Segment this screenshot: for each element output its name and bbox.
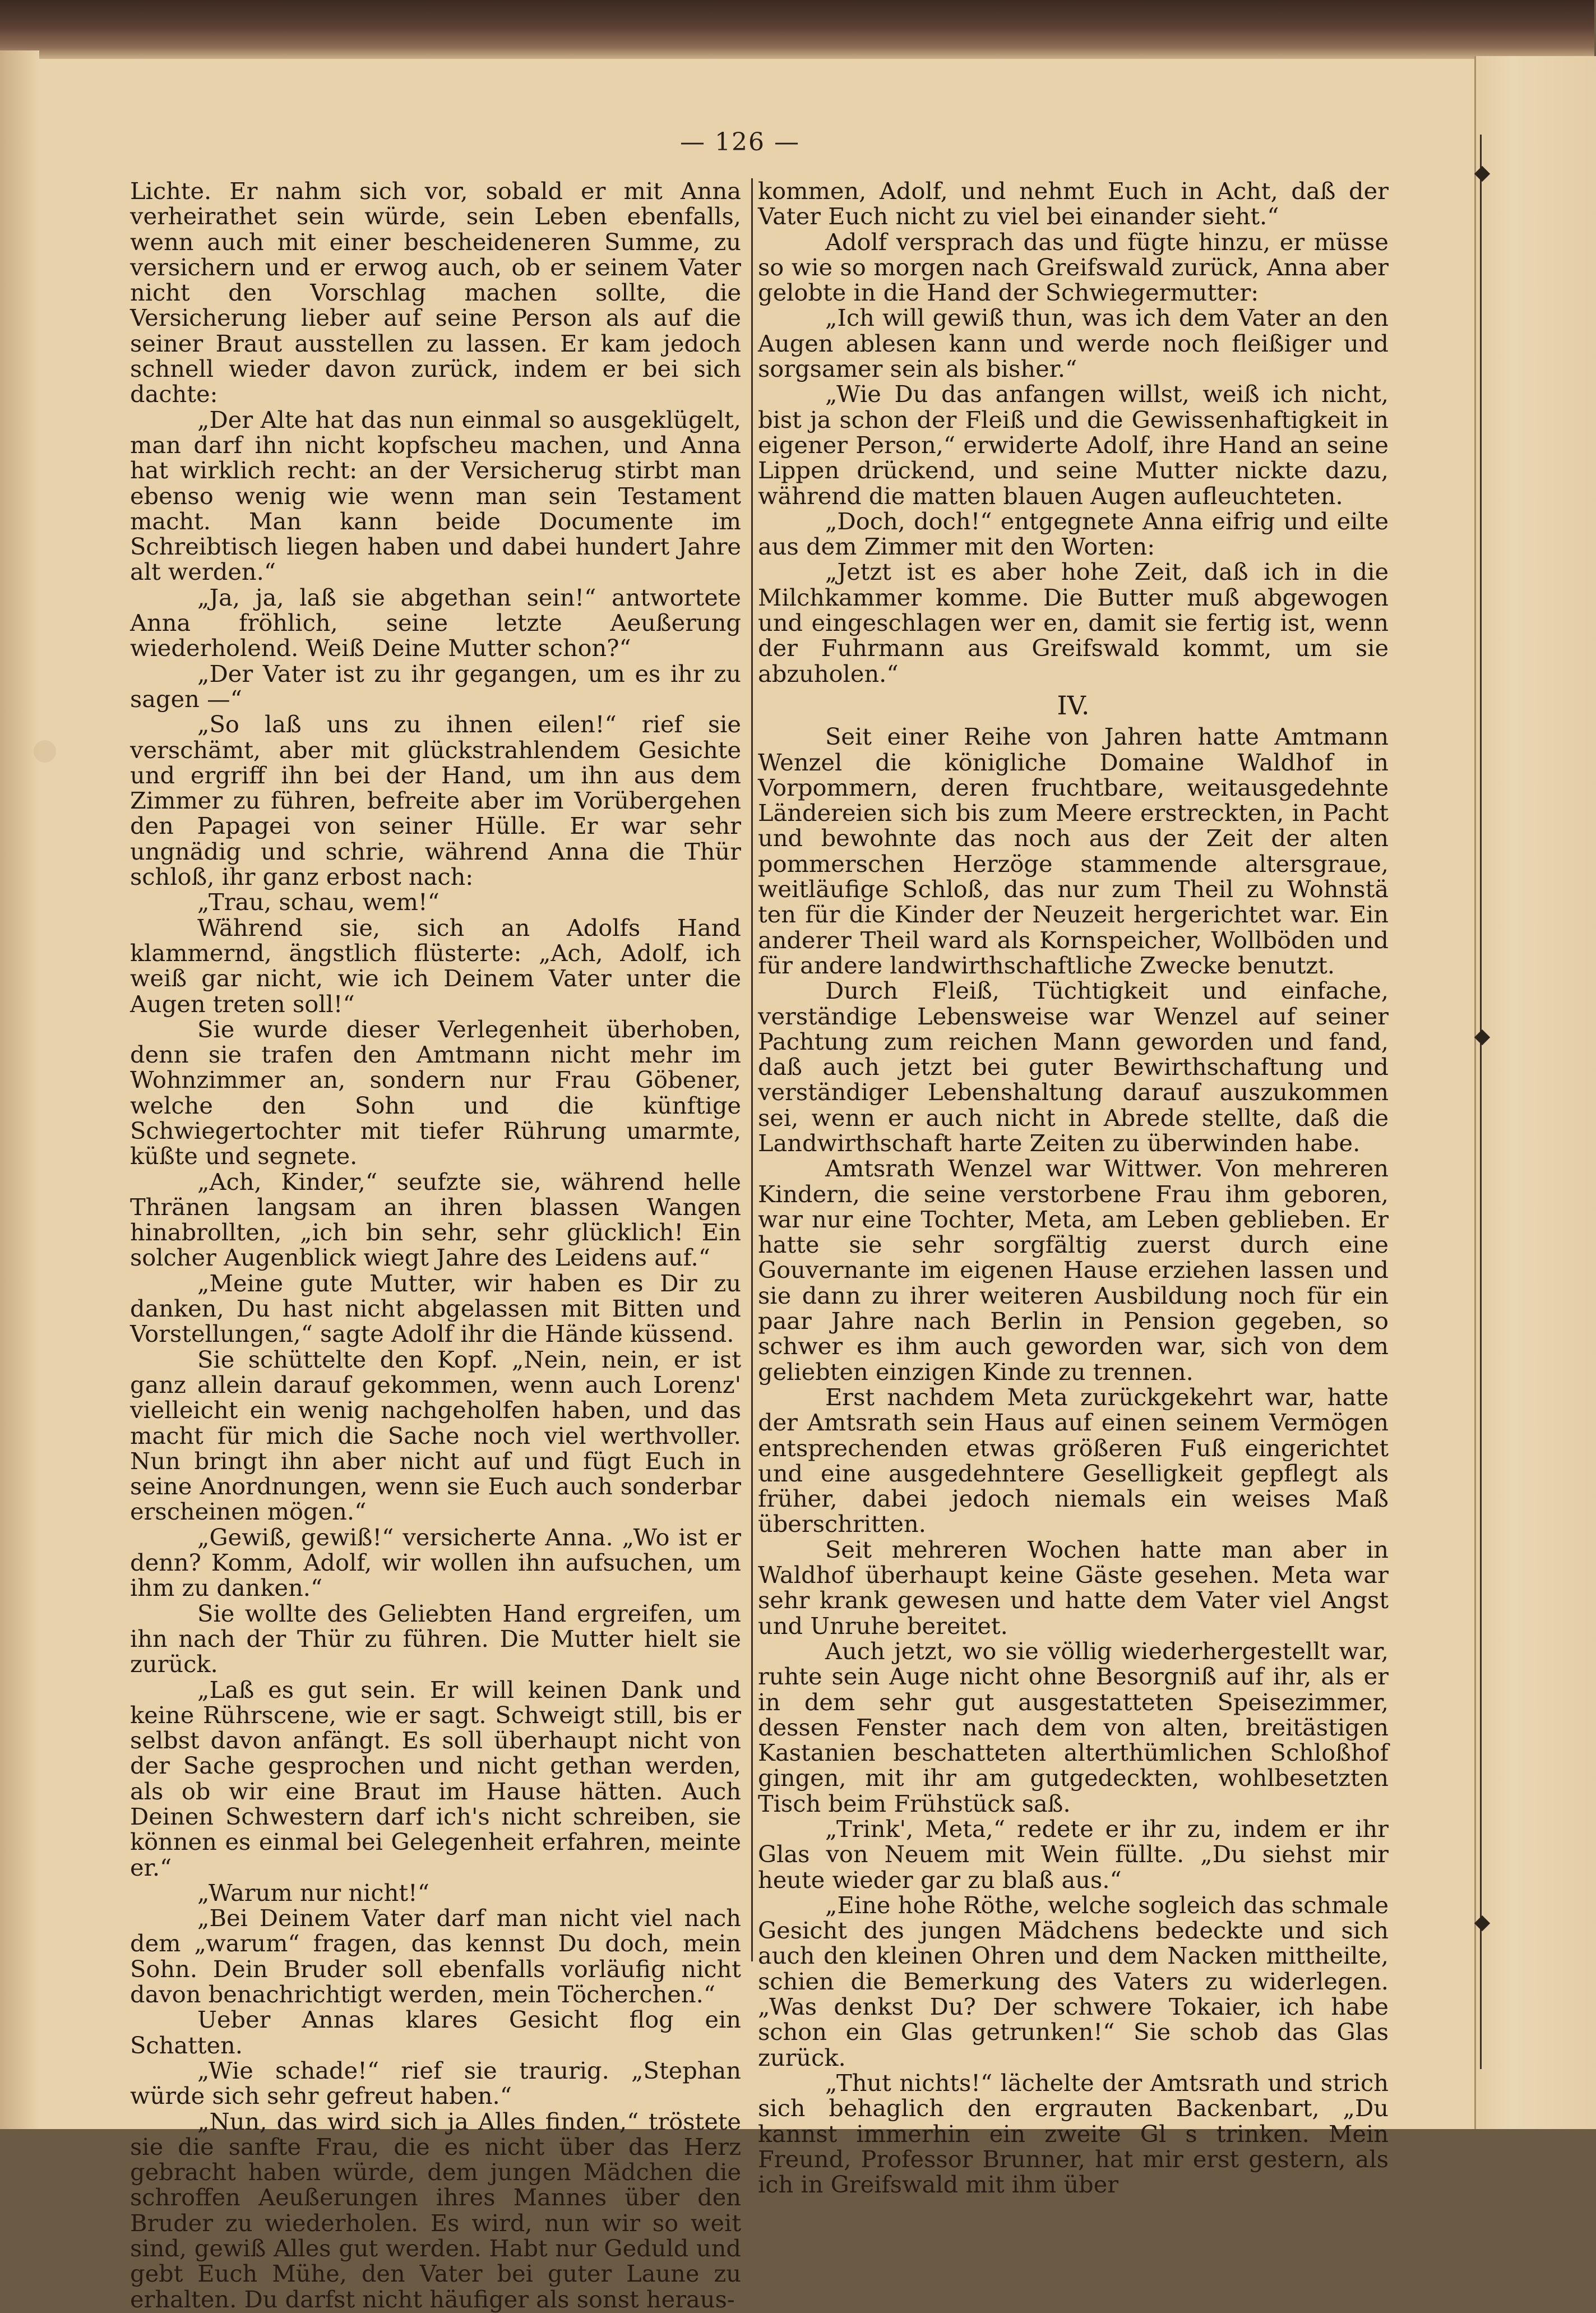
paragraph: „Nun, das wird sich ja Alles finden,“ tröstete sie die sanfte Frau, die es nicht über das Herz gebracht haben würde, dem jungen Mädchen die schroffen Aeußerungen ihres Mannes über den Bruder zu wiederholen. Es wird, nun wir so weit sind, gewiß Alles gut werden. Habt nur Geduld und gebt Euch Mühe, den Vater bei guter Laune zu erhalten. Du darfst nicht häufiger als sonst heraus-: [130, 2107, 741, 2313]
right-text-column: [758, 178, 1389, 2197]
chapter-heading: IV.: [1057, 690, 1090, 721]
left-binding-gutter: [0, 50, 39, 2129]
paragraph: „Der Vater ist zu ihr gegangen, um es ihr zu sagen —“: [130, 659, 741, 713]
paragraph: Seit mehreren Wochen hatte man aber in Waldhof überhaupt keine Gäste gesehen. Meta war sehr krank gewesen und hatte dem Vater viel Angst und Unruhe bereitet.: [758, 1535, 1389, 1640]
right-binding-line: [1480, 135, 1482, 2069]
paragraph: „Ach, Kinder,“ seufzte sie, während helle Thränen langsam an ihren blassen Wangen hinabrollten, „ich bin sehr, sehr glücklich! Ein solcher Augenblick wiegt Jahre des Leidens auf.“: [130, 1167, 741, 1272]
paragraph: „Trink', Meta,“ redete er ihr zu, indem er ihr Glas von Neuem mit Wein füllte. „Du siehst mir heute wieder gar zu blaß aus.“: [758, 1815, 1389, 1894]
paragraph: „So laß uns zu ihnen eilen!“ rief sie verschämt, aber mit glückstrahlendem Gesichte und ergriff ihn bei der Hand, um ihn aus dem Zimmer zu führen, befreite aber im Vorübergehen den Papagei von seiner Hülle. Er war sehr ungnädig und schrie, während Anna die Thür schloß, ihr ganz erbost nach:: [130, 710, 741, 891]
paragraph: Adolf versprach das und fügte hinzu, er müsse so wie so morgen nach Greifswald zurück, Anna aber gelobte in die Hand der Schwiegermutter:: [758, 228, 1389, 307]
paragraph: Sie wollte des Geliebten Hand ergreifen, um ihn nach der Thür zu führen. Die Mutter hielt sie zurück.: [130, 1599, 741, 1678]
paragraph: „Der Alte hat das nun einmal so ausgeklügelt, man darf ihn nicht kopfscheu machen, und Anna hat wirklich recht: an der Versicherug stirbt man ebenso wenig wie wenn man sein Testament macht. Man kann beide Documente im Schreibtisch liegen haben und dabei hundert Jahre alt werden.“: [130, 405, 741, 586]
paragraph: Während sie, sich an Adolfs Hand klammernd, ängstlich flüsterte: „Ach, Adolf, ich weiß gar nicht, wie ich Deinem Vater unter die Augen treten soll!“: [130, 913, 741, 1018]
paragraph: „Eine hohe Röthe, welche sogleich das schmale Gesicht des jungen Mädchens bedeckte und sich auch den kleinen Ohren und dem Nacken mittheilte, schien die Bemerkung des Vaters zu widerlegen. „Was denkst Du? Der schwere Tokaier, ich habe schon ein Glas getrunken!“ Sie schob das Glas zurück.: [758, 1891, 1389, 2071]
paragraph: Sie wurde dieser Verlegenheit überhoben, denn sie trafen den Amtmann nicht mehr im Wohnzimmer an, sondern nur Frau Göbener, welche den Sohn und die künftige Schwiegertochter mit tiefer Rührung umarmte, küßte und segnete.: [130, 1015, 741, 1170]
paragraph: „Laß es gut sein. Er will keinen Dank und keine Rührscene, wie er sagt. Schweigt still, bis er selbst davon anfängt. Es soll überhaupt nicht von der Sache gesprochen und nicht gethan werden, als ob wir eine Braut im Hause hätten. Auch Deinen Schwestern darf ich's nicht schreiben, sie können es einmal bei Gelegenheit erfahren, meinte er.“: [130, 1675, 741, 1881]
paragraph: „Wie Du das anfangen willst, weiß ich nicht, bist ja schon der Fleiß und die Gewissenhaftigkeit in eigener Person,“ erwiderte Adolf, ihre Hand an seine Lippen drückend, und seine Mutter nickte dazu, während die matten blauen Augen aufleuchteten.: [758, 380, 1389, 510]
paragraph: Lichte. Er nahm sich vor, sobald er mit Anna verheirathet sein würde, sein Leben ebenfalls, wenn auch mit einer bescheideneren Summe, zu versichern und er erwog auch, ob er seinem Vater nicht den Vorschlag machen sollte, die Versicherung lieber auf seine Person als auf die seiner Braut ausstellen zu lassen. Er kam jedoch schnell wieder davon zurück, indem er bei sich dachte:: [130, 177, 741, 408]
paragraph: „Ja, ja, laß sie abgethan sein!“ antwortete Anna fröhlich, seine letzte Aeußerung wiederholend. Weiß Deine Mutter schon?“: [130, 583, 741, 662]
paragraph: Durch Fleiß, Tüchtigkeit und einfache, verständige Lebensweise war Wenzel auf seiner Pachtung zum reichen Mann geworden und fand, daß auch jetzt bei guter Bewirthschaftung und verständiger Lebenshaltung darauf auszukommen sei, wenn er auch nicht in Abrede stellte, daß die Landwirthschaft harte Zeiten zu überwinden habe.: [758, 977, 1389, 1157]
paragraph: „Meine gute Mutter, wir haben es Dir zu danken, Du hast nicht abgelassen mit Bitten und Vorstellungen,“ sagte Adolf ihr die Hände küssend.: [130, 1269, 741, 1348]
paragraph: „Gewiß, gewiß!“ versicherte Anna. „Wo ist er denn? Komm, Adolf, wir wollen ihn aufsuchen, um ihm zu danken.“: [130, 1523, 741, 1602]
paragraph: Auch jetzt, wo sie völlig wiederhergestellt war, ruhte sein Auge nicht ohne Besorgniß auf ihr, als er in dem sehr gut ausgestatteten Speisezimmer, dessen Fenster nach dem von alten, breitästigen Kastanien beschatteten alterthümlichen Schloßhof gingen, mit ihr am gutgedeckten, wohlbesetzten Tisch beim Frühstück saß.: [758, 1637, 1389, 1817]
paragraph: kommen, Adolf, und nehmt Euch in Acht, daß der Vater Euch nicht zu viel bei einander sieht.“: [758, 177, 1389, 230]
paragraph: „Thut nichts!“ lächelte der Amtsrath und strich sich behaglich den ergrauten Backenbart, „Du kannst immerhin ein zweite Gl s trinken. Mein Freund, Professor Brunner, hat mir erst gestern, als ich in Greifswald mit ihm über: [758, 2069, 1389, 2199]
paragraph: „Ich will gewiß thun, was ich dem Vater an den Augen ablesen kann und werde noch fleißiger und sorgsamer sein als bisher.“: [758, 304, 1389, 383]
page-number: — 126 —: [680, 128, 800, 156]
paragraph: „Jetzt ist es aber hohe Zeit, daß ich in die Milchkammer komme. Die Butter muß abgewogen und eingeschlagen wer en, damit sie fertig ist, wenn der Fuhrmann aus Greifswald kommt, um sie abzuholen.“: [758, 558, 1389, 687]
paragraph: „Bei Deinem Vater darf man nicht viel nach dem „warum“ fragen, das kennst Du doch, mein Sohn. Dein Bruder soll ebenfalls vorläufig nicht davon benachrichtigt werden, mein Töcherchen.“: [130, 1904, 741, 2009]
paragraph: Seit einer Reihe von Jahren hatte Amtmann Wenzel die königliche Domaine Waldhof in Vorpommern, deren fruchtbare, weitausgedehnte Ländereien sich bis zum Meere erstreckten, in Pacht und bewohnte das noch aus der Zeit der alten pommerschen Herzöge stammende altersgraue, weitläufige Schloß, das nur zum Theil zu Wohnstä ten für die Kinder der Neuzeit hergerichtet war. Ein anderer Theil ward als Kornspeicher, Wollböden und für andere landwirthschaftliche Zwecke benutzt.: [758, 723, 1389, 979]
left-text-column: [130, 178, 741, 2312]
paragraph: Ueber Annas klares Gesicht flog ein Schatten.: [130, 2006, 741, 2059]
top-binding-edge: [0, 0, 1594, 59]
right-page-edge: [1474, 56, 1596, 2129]
paragraph: Amtsrath Wenzel war Wittwer. Von mehreren Kindern, die seine verstorbene Frau ihm geboren, war nur eine Tochter, Meta, am Leben geblieben. Er hatte sie sehr sorgfältig zuerst durch eine Gouvernante im eigenen Hause erziehen lassen und sie dann zu ihrer weiteren Ausbildung noch für ein paar Jahre nach Berlin in Pension gegeben, so schwer es ihm auch geworden war, sich von dem geliebten einzigen Kinde zu trennen.: [758, 1155, 1389, 1386]
paragraph: „Doch, doch!“ entgegnete Anna eifrig und eilte aus dem Zimmer mit den Worten:: [758, 507, 1389, 561]
paragraph: „Warum nur nicht!“: [197, 1878, 429, 1906]
paragraph: „Wie schade!“ rief sie traurig. „Stephan würde sich sehr gefreut haben.“: [130, 2056, 741, 2110]
paper-stain: [34, 740, 56, 763]
column-divider: [751, 178, 753, 1961]
paragraph: Sie schüttelte den Kopf. „Nein, nein, er ist ganz allein darauf gekommen, wenn auch Lorenz' vielleicht ein wenig nachgeholfen haben, und das macht für mich die Sache noch viel werthvoller. Nun bringt ihn aber nicht auf und fügt Euch in seine Anordnungen, wenn sie Euch auch sonderbar erscheinen mögen.“: [130, 1345, 741, 1526]
paragraph: „Trau, schau, wem!“: [197, 888, 440, 916]
paragraph: Erst nachdem Meta zurückgekehrt war, hatte der Amtsrath sein Haus auf einen seinem Vermögen entsprechenden etwas größeren Fuß eingerichtet und eine ausgedehntere Geselligkeit gepflegt als früher, dabei jedoch niemals ein weises Maß überschritten.: [758, 1383, 1389, 1538]
